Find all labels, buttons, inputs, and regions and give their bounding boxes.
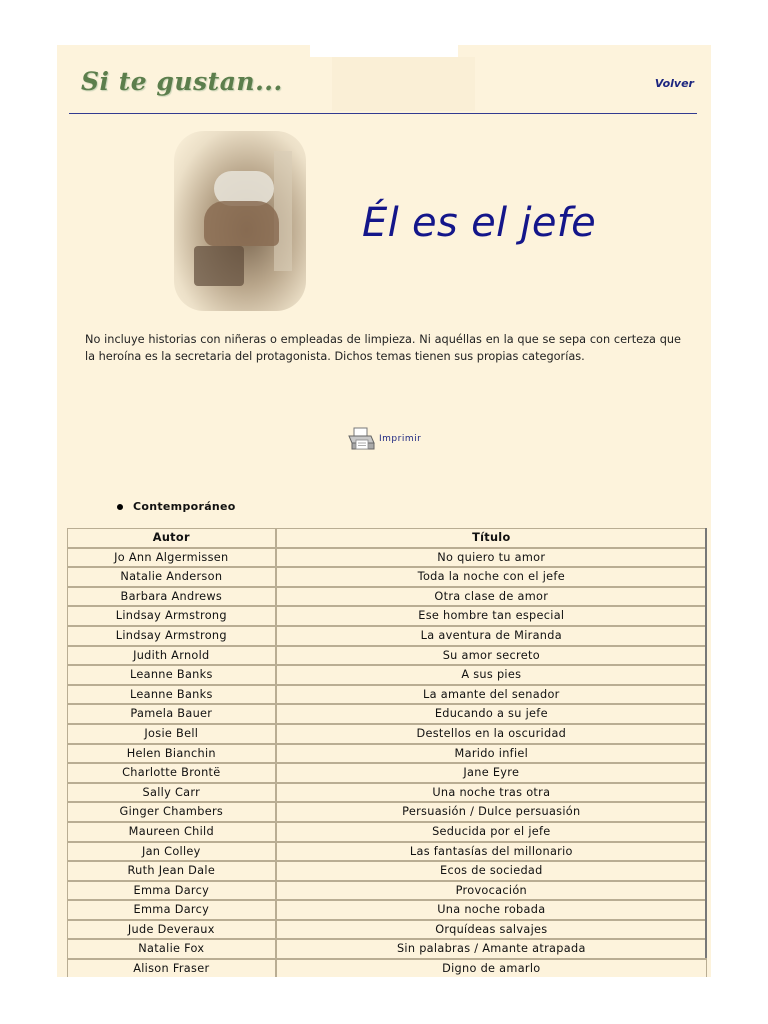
printer-icon <box>347 427 375 451</box>
site-logo: Si te gustan... <box>81 67 283 96</box>
table-row <box>67 548 707 568</box>
author-cell: Ginger Chambers <box>67 802 276 822</box>
title-cell: Ecos de sociedad <box>276 861 707 881</box>
header-divider <box>69 113 697 114</box>
table-row <box>67 626 707 646</box>
author-cell: Jan Colley <box>67 842 276 862</box>
title-cell: Una noche tras otra <box>276 783 707 803</box>
author-cell: Ruth Jean Dale <box>67 861 276 881</box>
author-cell: Leanne Banks <box>67 685 276 705</box>
title-cell: Marido infiel <box>276 744 707 764</box>
intro-text: No incluye historias con niñeras o empleadas de limpieza. Ni aquéllas en la que se sepa con certeza que la heroína es la secretaria del protagonista. Dichos temas tienen sus propias categorías. <box>85 333 681 363</box>
title-cell: No quiero tu amor <box>276 548 707 568</box>
title-cell: Seducida por el jefe <box>276 822 707 842</box>
bullet-icon <box>117 504 123 510</box>
print-button[interactable] <box>347 427 421 451</box>
title-cell: Su amor secreto <box>276 646 707 666</box>
title-cell: Digno de amarlo <box>276 959 707 977</box>
section-label: Contemporáneo <box>133 500 236 513</box>
author-cell: Josie Bell <box>67 724 276 744</box>
title-cell: Persuasión / Dulce persuasión <box>276 802 707 822</box>
title-cell: Orquídeas salvajes <box>276 920 707 940</box>
table-row <box>67 567 707 587</box>
table-row <box>67 959 707 977</box>
top-box <box>332 57 475 111</box>
table-row <box>67 763 707 783</box>
title-cell: Ese hombre tan especial <box>276 606 707 626</box>
title-cell: Jane Eyre <box>276 763 707 783</box>
title-cell: Una noche robada <box>276 900 707 920</box>
title-cell: Destellos en la oscuridad <box>276 724 707 744</box>
title-cell: Provocación <box>276 881 707 901</box>
author-cell: Barbara Andrews <box>67 587 276 607</box>
header-photo <box>174 131 306 311</box>
title-cell: Toda la noche con el jefe <box>276 567 707 587</box>
table-row <box>67 665 707 685</box>
books-table-wrap <box>67 528 707 977</box>
author-cell: Lindsay Armstrong <box>67 626 276 646</box>
print-label: Imprimir <box>379 434 422 444</box>
top-strip <box>310 45 458 57</box>
table-row <box>67 920 707 940</box>
title-cell: Sin palabras / Amante atrapada <box>276 939 707 959</box>
author-cell: Lindsay Armstrong <box>67 606 276 626</box>
table-row <box>67 900 707 920</box>
books-table <box>67 528 707 977</box>
table-row <box>67 822 707 842</box>
table-row <box>67 783 707 803</box>
table-row <box>67 685 707 705</box>
author-cell: Judith Arnold <box>67 646 276 666</box>
table-row <box>67 704 707 724</box>
title-cell: La aventura de Miranda <box>276 626 707 646</box>
column-header-author: Autor <box>67 528 276 548</box>
page-title: Él es el jefe <box>362 200 597 246</box>
title-cell: A sus pies <box>276 665 707 685</box>
author-cell: Jo Ann Algermissen <box>67 548 276 568</box>
table-row <box>67 802 707 822</box>
table-row <box>67 744 707 764</box>
table-body <box>67 548 707 977</box>
author-cell: Charlotte Brontë <box>67 763 276 783</box>
back-link[interactable]: Volver <box>654 77 694 90</box>
author-cell: Alison Fraser <box>67 959 276 977</box>
author-cell: Emma Darcy <box>67 900 276 920</box>
table-row <box>67 842 707 862</box>
table-row <box>67 587 707 607</box>
author-cell: Natalie Fox <box>67 939 276 959</box>
title-cell: Educando a su jefe <box>276 704 707 724</box>
author-cell: Maureen Child <box>67 822 276 842</box>
author-cell: Leanne Banks <box>67 665 276 685</box>
column-header-title: Título <box>276 528 707 548</box>
table-right-border <box>705 528 707 958</box>
title-cell: La amante del senador <box>276 685 707 705</box>
author-cell: Natalie Anderson <box>67 567 276 587</box>
table-row <box>67 606 707 626</box>
author-cell: Pamela Bauer <box>67 704 276 724</box>
title-cell: Otra clase de amor <box>276 587 707 607</box>
page <box>57 45 711 977</box>
table-row <box>67 646 707 666</box>
author-cell: Jude Deveraux <box>67 920 276 940</box>
table-row <box>67 724 707 744</box>
table-row <box>67 939 707 959</box>
table-header-row <box>67 528 707 548</box>
title-cell: Las fantasías del millonario <box>276 842 707 862</box>
table-row <box>67 861 707 881</box>
author-cell: Helen Bianchin <box>67 744 276 764</box>
section-heading <box>117 500 236 513</box>
author-cell: Emma Darcy <box>67 881 276 901</box>
table-row <box>67 881 707 901</box>
author-cell: Sally Carr <box>67 783 276 803</box>
